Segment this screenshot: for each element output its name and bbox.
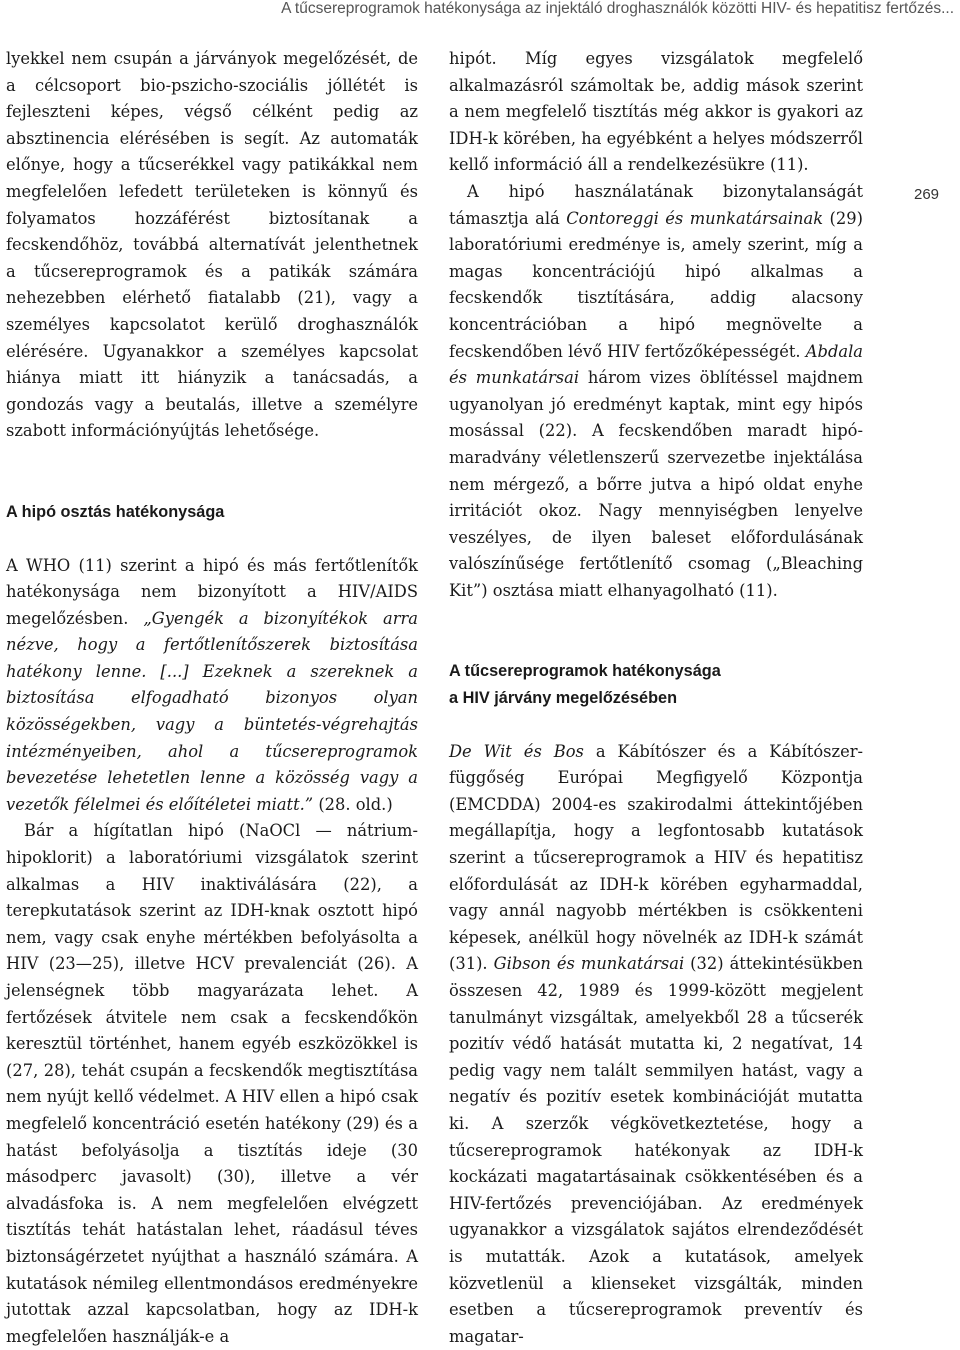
heading-line-1: A tűcsereprogramok hatékonysága [449,662,721,681]
right-p2-text-e: három vizes öblítéssel majdnem ugyanolyan jó eredményt kaptak, mint egy hipós mosással (22). A fecskendőben maradt hipó-maradvány véletlenszerű szervezetbe injektálása nem mérgező, a bőrre jutva a hipó oldat enyhe irritációt okoz. Nagy mennyiségben lenyelve veszélyes, de ilyen baleset előfordulásának valószínűsége fertőtlenítő csomag („Bleaching Kit”) osztása miatt elhanyagolható (11). [449,368,864,600]
spacer [449,712,863,739]
author-gibson: Gibson és munkatársai [493,954,685,974]
page-number: 269 [914,186,940,203]
running-head: A tűcsereprogramok hatékonysága az injektáló droghasználók közötti HIV- és hepatitisz fertőzés... [281,0,954,17]
who-quote: „Gyengék a bizonyítékok arra nézve, hogy a fertőtlenítőszerek biztosítása hatékony lenne. [...] Ezeknek a szereknek a biztosítása elfogadható bizonyos olyan közösségekben, vagy a büntetés-végrehajtás intézményeiben, ahol a tűcsereprogramok bevezetése lehetetlen lenne a közösség vagy a vezetők félelmei és előítéletei miatt.” [6,608,418,814]
author-abdala: Abdala és munkatársai [449,341,863,388]
spacer [6,445,418,499]
left-p2-text-a: A WHO (11) szerint a hipó és más fertőtlenítők hatékonysága nem bizonyított a HIV/AIDS megelőzésben. [6,555,418,628]
spacer [449,604,863,658]
left-paragraph-3: Bár a hígítatlan hipó (NaOCl — nátrium-hipoklorit) a laboratóriumi vizsgálatok szerint alkalmas a HIV inaktiválására (22), a terepkutatások szerint az IDH-knak osztott hipó nem, vagy csak enyhe mértékben befolyásolta a HIV (23—25), illetve HCV prevalenciát (26). A jelenségnek több magyarázata lehet. A fertőzések átvitele nem csak a fecskendőkön keresztül történhet, hanem egyéb eszközökkel is (27, 28), tehát csupán a fecskendők megtisztítása nem nyújt kellő védelmet. A HIV ellen a hipó csak megfelelő koncentráció esetén hatékony (29) és a hatást befolyásolja a tisztítás ideje (30 másodperc javasolt) (30), illetve a vér alvadásfoka is. A nem megfelelően elvégzett tisztítás tehát hatástalan lehet, ráadásul téves biztonságérzetet nyújthat a használó számára. A kutatások némileg ellentmondásos eredményekre jutottak azzal kapcsolatban, hogy az IDH-k megfelelően használják-e a [6,821,418,1346]
author-contoreggi: Contoreggi és munkatársainak [566,208,824,228]
left-p2-text-c: (28. old.) [313,794,393,814]
section-heading-tucsere [449,658,863,711]
author-dewit-bos: De Wit és Bos [449,741,584,761]
right-paragraph-2 [449,179,863,605]
right-paragraph-3 [449,739,863,1350]
heading-line-2: a HIV járvány megelőzésében [449,689,678,708]
right-p2-text-a: A hipó használatának bizonytalanságát támasztja alá [449,181,863,228]
left-paragraph-2 [6,553,418,819]
left-paragraph-1: lyekkel nem csupán a járványok megelőzését, de a célcsoport bio-pszicho-szociális jóllétét is fejleszteni képes, végső célként pedig az absztinencia elérésében is segít. Az automaták előnye, hogy a tűcserékkel vagy patikákkal nem megfelelően lefedett területeken is könnyű és folyamatos hozzáférést biztosítanak a fecskendőhöz, továbbá alternatívát jelenthetnek a tűcsereprogramok és a patikák számára nehezebben elérhető fiatalabb (21), vagy a személyes kapcsolatot kerülő droghasználók elérésére. Ugyanakkor a személyes kapcsolat hiánya miatt itt hiányzik a tanácsadás, a gondozás vagy a beutalás, illetve a személyre szabott információnyújtás lehetősége. [6,49,418,441]
right-p2-text-c: (29) laboratóriumi eredménye is, amely szerint, míg a magas koncentrációjú hipó alkalmas a fecskendők tisztítására, addig alacsony koncentrációban a hipó megnövelte a fecskendőben lévő HIV fertőzőképességét. [449,208,863,361]
right-p3-text-d: (32) áttekintésükben összesen 42, 1989 és 1999-között megjelent tanulmányt vizsgáltak, amelyekből 28 a tűcserék pozitív védő hatását mutatta ki, 2 negatívat, 14 pedig vagy nem talált semmilyen hatást, vagy a negatív és pozitív esetek kombinációját mutatta ki. A szerzők végkövetkeztetése, hogy a tűcsereprogramok hatékonyak az IDH-k kockázati magatartásainak csökkentésében és a HIV-fertőzés prevenciójában. Az eredmények ugyanakkor a vizsgálatok sajátos elrendeződését is mutatták. Azok a kutatások, amelyek közvetlenül a klienseket vizsgálták, minden esetben a tűcsereprogramok preventív és magatar- [449,954,864,1346]
right-paragraph-1: hipót. Míg egyes vizsgálatok megfelelő alkalmazásról számoltak be, addig mások szerint a nem megfelelő tisztítás még akkor is gyakori az IDH-k körében, ha egyébként a helyes módszerről kellő információ áll a rendelkezésükre (11). [449,49,863,175]
right-column [449,46,863,1350]
section-heading-hipo: A hipó osztás hatékonysága [6,502,225,521]
spacer [6,526,418,553]
left-column [6,46,418,1350]
right-p3-text-b: a Kábítószer és a Kábítószer-függőség Európai Megfigyelő Központja (EMCDDA) 2004-es szakirodalmi áttekintőjében megállapítja, hogy a legfontosabb kutatások szerint a tűcsereprogramok a HIV és hepatitisz előfordulását az IDH-k körében egyharmaddal, vagy annál nagyobb mértékben is csökkenteni képesek, anélkül hogy növelnék az IDH-k számát (31). [449,741,863,974]
